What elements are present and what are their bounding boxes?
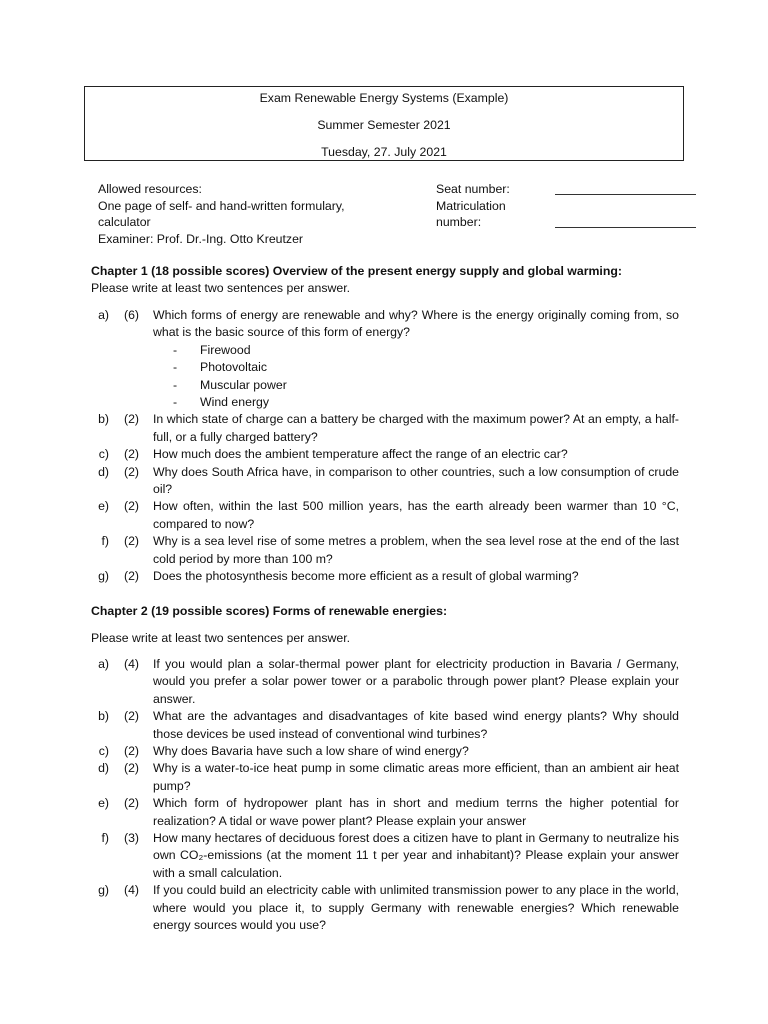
subitem [173,394,679,411]
question-letter: a) [98,308,109,322]
question-text: Does the photosynthesis become more efficient as a result of global warming? [153,569,579,584]
question-text: How often, within the last 500 million years, has the earth already been warmer than 10 °C, compared to now? [153,499,679,531]
subitem-text: Muscular power [200,377,287,392]
question-item [91,795,679,830]
question-text: Why is a sea level rise of some metres a problem, when the sea level rose at the end of the last cold period by more than 100 m? [153,534,679,566]
subitem [173,377,679,394]
chapter1-question-list [91,307,679,586]
matriculation-row [436,198,696,215]
question-score: (3) [124,831,140,846]
question-text: How much does the ambient temperature affect the range of an electric car? [153,447,568,462]
matriculation-number-label: number: [436,215,482,229]
chapter2-question-list [91,656,679,935]
question-score: (4) [124,657,140,671]
seat-number-row [436,181,696,198]
question-letter: b) [98,709,109,724]
question-score: (2) [124,709,140,724]
question-score: (2) [124,412,140,427]
question-letter: e) [98,499,109,514]
matriculation-number-field[interactable] [555,215,696,228]
question-text: Why does Bavaria have such a low share of wind energy? [153,744,469,759]
subitem [173,359,679,376]
allowed-resources-line1: One page of self- and hand-written formulary, [98,198,345,213]
question-item [91,446,679,463]
student-info-block [436,181,696,231]
chapter2-instruction: Please write at least two sentences per answer. [91,631,351,645]
question-item [91,882,679,934]
question-item [91,498,679,533]
subitem-text: Wind energy [200,395,270,410]
question-text: In which state of charge can a battery be charged with the maximum power? At an empty, a half-full, or a fully charged battery? [153,412,679,444]
question-item [91,708,679,743]
question-letter: g) [98,883,109,898]
question-score: (2) [124,499,140,514]
question-score: (2) [124,447,140,462]
question-text: If you would plan a solar-thermal power plant for electricity production in Bavaria / Germany, would you prefer a solar power tower or a parabolic through power plant? Please explain your answer. [153,657,679,706]
question-score: (2) [124,569,140,584]
question-item [91,411,679,446]
subitem-dash: - [173,377,178,392]
chapter1-heading [91,263,681,297]
chapter1-instruction: Please write at least two sentences per answer. [91,281,351,295]
exam-semester: Summer Semester 2021 [317,118,451,132]
question-item [91,743,679,760]
question-item [91,830,679,882]
question-letter: f) [101,831,109,846]
question-letter: c) [98,447,109,462]
chapter2-heading [91,603,681,647]
question-letter: c) [98,744,109,759]
question-item [91,760,679,795]
exam-title: Exam Renewable Energy Systems (Example) [259,91,509,105]
chapter1-title: Chapter 1 (18 possible scores) Overview of the present energy supply and global warming: [91,264,622,278]
question-item [91,533,679,568]
subitem [173,342,679,359]
question-text: How many hectares of deciduous forest does a citizen have to plant in Germany to neutralize his own CO₂-emissions (at the moment 11 t per year and inhabitant)? Please explain your answer with a small calculation. [153,831,679,880]
question-letter: g) [98,569,109,584]
exam-date: Tuesday, 27. July 2021 [321,145,447,159]
question-text: What are the advantages and disadvantages of kite based wind energy plants? Why should those devices be used instead of conventional wind turbines? [153,709,679,741]
question-item [91,656,679,708]
question-text: If you could build an electricity cable with unlimited transmission power to any place in the world, where would you place it, to supply Germany with renewable energies? Which renewable energy sources would you use? [153,883,679,933]
question-letter: d) [98,761,109,776]
subitem-dash: - [173,395,178,410]
question-score: (2) [124,761,140,776]
allowed-resources-label: Allowed resources: [98,182,202,196]
subitem-dash: - [173,360,178,375]
matriculation-number-row [436,214,696,231]
question-item [91,307,679,342]
subitem-text: Photovoltaic [200,360,267,375]
question-score: (4) [124,883,140,898]
question-item [91,568,679,585]
seat-number-label: Seat number: [436,182,510,196]
seat-number-field[interactable] [555,182,696,195]
question-text: Why is a water-to-ice heat pump in some climatic areas more efficient, than an ambient air heat pump? [153,761,679,793]
question-text: Why does South Africa have, in comparison to other countries, such a low consumption of crude oil? [153,464,679,497]
question-score: (2) [124,464,140,479]
question-text: Which form of hydropower plant has in short and medium terrns the higher potential for realization? A tidal or wave power plant? Please explain your answer [153,796,679,828]
subitem-text: Firewood [200,342,251,357]
question-score: (2) [124,796,140,811]
question-item [91,464,679,499]
question-text: Which forms of energy are renewable and why? Where is the energy originally coming from, so what is the basic source of this form of energy? [153,308,679,340]
question-letter: a) [98,657,109,671]
matriculation-label: Matriculation [436,198,506,213]
chapter2-title: Chapter 2 (19 possible scores) Forms of renewable energies: [91,604,448,618]
question-letter: f) [101,534,109,549]
question-letter: d) [98,464,109,479]
question-score: (6) [124,308,140,322]
question-letter: e) [98,796,109,811]
allowed-resources-block [98,181,418,247]
subitem-dash: - [173,342,178,357]
question-letter: b) [98,412,109,427]
allowed-resources-line2: calculator [98,215,151,229]
question-score: (2) [124,534,140,549]
examiner-name: Examiner: Prof. Dr.-Ing. Otto Kreutzer [98,231,304,246]
exam-header-box [84,86,684,161]
question-score: (2) [124,744,140,759]
